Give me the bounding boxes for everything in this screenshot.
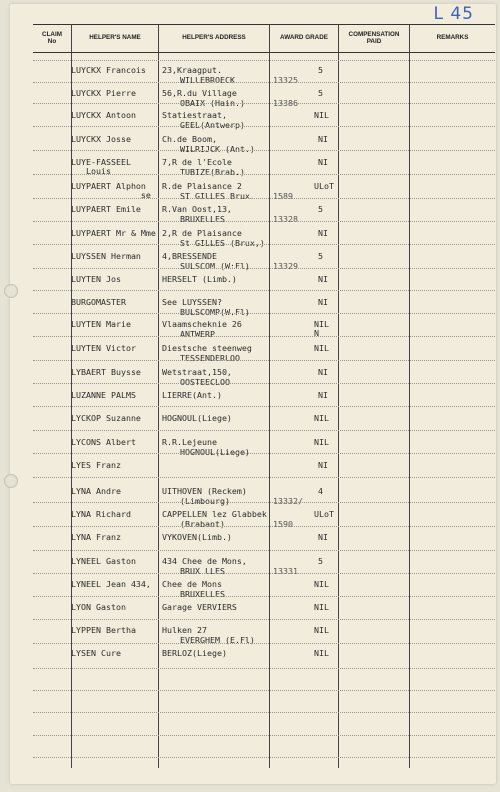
row-rule: [33, 573, 495, 574]
row-rule: [33, 712, 495, 713]
helper-name: LYCONS Albert: [71, 437, 136, 447]
helper-address-line1: 56,R.du Village: [162, 88, 237, 98]
helper-address-line2: St GILLES (Brux,): [180, 238, 265, 248]
helper-name: LUYTEN Jos: [71, 274, 121, 284]
helper-address-line2: (Brabant): [180, 519, 225, 529]
award-grade: NIL: [314, 110, 329, 120]
helper-address-line1: HOGNOUL(Liege): [162, 413, 232, 423]
helper-address-line1: See LUYSSEN?: [162, 297, 222, 307]
row-rule: [33, 690, 495, 691]
row-rule: [33, 668, 495, 669]
award-grade: NI: [318, 228, 328, 238]
header-helper-name: HELPER'S NAME: [89, 34, 141, 41]
helper-name: LYNA Andre: [71, 486, 121, 496]
award-number: 13331: [273, 566, 298, 576]
award-number: 13325: [273, 75, 298, 85]
row-rule: [33, 757, 495, 758]
award-grade: ULoT: [314, 181, 334, 191]
row-rule: [33, 735, 495, 736]
helper-name: LYPPEN Bertha: [71, 625, 136, 635]
helper-address-line2: OOSTEECLOO: [180, 377, 230, 387]
award-grade: 5: [318, 204, 323, 214]
row-rule: [33, 290, 495, 291]
award-grade: NI: [318, 157, 328, 167]
helper-address-line2: WILRIJCK (Ant.): [180, 144, 255, 154]
helper-address-line1: R.Van Oost,13,: [162, 204, 232, 214]
helper-name: LUYCKX Antoon: [71, 110, 136, 120]
row-rule: [33, 244, 495, 245]
helper-name: LYON Gaston: [71, 602, 126, 612]
helper-address-line2: TESSENDERLOO: [180, 353, 240, 363]
helper-address-line2: HOGNOUL(Liege): [180, 447, 250, 457]
helper-name: LYNA Richard: [71, 509, 131, 519]
helper-name: LUYPAERT Emile: [71, 204, 141, 214]
helper-address-line1: Ch.de Boom,: [162, 134, 217, 144]
row-rule: [33, 268, 495, 269]
column-divider: [338, 24, 339, 768]
helper-address-line2: OBAIX (Hain.): [180, 98, 245, 108]
helper-name: LUYTEN Marie: [71, 319, 131, 329]
helper-address-line1: VYKOVEN(Limb.): [162, 532, 232, 542]
helper-name: BURGOMASTER: [71, 297, 126, 307]
row-rule: [33, 82, 495, 83]
helper-address-line1: Hulken 27: [162, 625, 207, 635]
helper-name: LUYCKX Francois: [71, 65, 146, 75]
helper-address-line1: R.de Plaisance 2: [162, 181, 242, 191]
helper-name: LYES Franz: [71, 460, 121, 470]
helper-address-line1: Vlaamscheknie 26: [162, 319, 242, 329]
column-divider: [409, 24, 410, 768]
helper-address-line1: HERSELT (Limb.): [162, 274, 237, 284]
row-rule: [33, 198, 495, 199]
row-rule: [33, 126, 495, 127]
award-grade: NIL N: [314, 319, 329, 338]
helper-address-line1: R.R.Lejeune: [162, 437, 217, 447]
row-rule: [33, 619, 495, 620]
helper-name: LYBAERT Buysse: [71, 367, 141, 377]
row-rule: [33, 174, 495, 175]
row-rule: [33, 221, 495, 222]
helper-name: LUYE-FASSEEL Louis: [71, 157, 131, 176]
award-grade: NI: [318, 390, 328, 400]
award-grade: 5: [318, 556, 323, 566]
punch-hole: [4, 284, 18, 298]
award-grade: NI: [318, 460, 328, 470]
helper-name: LYNEEL Gaston: [71, 556, 136, 566]
award-grade: NI: [318, 532, 328, 542]
award-grade: NI: [318, 274, 328, 284]
column-divider: [269, 24, 270, 768]
award-number: 1589: [273, 191, 293, 201]
row-rule: [33, 430, 495, 431]
award-grade: 5: [318, 65, 323, 75]
header-helper-address: HELPER'S ADDRESS: [182, 34, 246, 41]
award-grade: NIL: [314, 602, 329, 612]
row-rule: [33, 360, 495, 361]
helper-address-line2: EVERGHEM (E.Fl): [180, 635, 255, 645]
award-grade: NIL: [314, 413, 329, 423]
row-rule: [33, 502, 495, 503]
helper-address-line1: BERLOZ(Liege): [162, 648, 227, 658]
row-rule: [33, 103, 495, 104]
helper-name: LUYCKX Josse: [71, 134, 131, 144]
helper-address-line1: Wetstraat,150,: [162, 367, 232, 377]
award-grade: ULoT: [314, 509, 334, 519]
helper-name: LUYTEN Victor: [71, 343, 136, 353]
helper-address-line1: CAPPELLEN lez Glabbek: [162, 509, 267, 519]
award-grade: NI: [318, 297, 328, 307]
row-rule: [33, 643, 495, 644]
award-grade: NI: [318, 367, 328, 377]
award-grade: NIL: [314, 343, 329, 353]
row-rule: [33, 60, 495, 61]
row-rule: [33, 336, 495, 337]
award-grade: 5: [318, 88, 323, 98]
helper-address-line1: LIERRE(Ant.): [162, 390, 222, 400]
helper-name: LYNA Franz: [71, 532, 121, 542]
award-grade: 4: [318, 486, 323, 496]
helper-name: LUYCKX Pierre: [71, 88, 136, 98]
helper-address-line2: BRUX LLES: [180, 566, 225, 576]
award-grade: NIL: [314, 648, 329, 658]
helper-address-line1: Garage VERVIERS: [162, 602, 237, 612]
award-grade: NIL: [314, 579, 329, 589]
helper-address-line1: UITHOVEN (Reckem): [162, 486, 247, 496]
helper-address-line2: BULSCOMP(W.Fl): [180, 307, 250, 317]
award-grade: NIL: [314, 437, 329, 447]
helper-address-line1: 434 Chee de Mons,: [162, 556, 247, 566]
row-rule: [33, 477, 495, 478]
award-number: 1590: [273, 519, 293, 529]
corner-note: L 45: [433, 4, 474, 24]
helper-address-line1: 7,R de l'Ecole: [162, 157, 232, 167]
helper-address-line1: 23,Kraagput.: [162, 65, 222, 75]
row-rule: [33, 526, 495, 527]
helper-name: LUYSSEN Herman: [71, 251, 141, 261]
helper-name: LUYPAERT Alphon se: [71, 181, 151, 200]
helper-address-line2: ST GILLES Brux.: [180, 191, 255, 201]
helper-address-line1: 4,BRESSENDE: [162, 251, 217, 261]
header-award-grade: AWARD GRADE: [280, 34, 328, 41]
award-number: 13329: [273, 261, 298, 271]
award-grade: 5: [318, 251, 323, 261]
header-claim-no: CLAIM No: [42, 30, 62, 45]
helper-address-line2: (Limbourg): [180, 496, 230, 506]
row-rule: [33, 150, 495, 151]
helper-address-line1: Chee de Mons: [162, 579, 222, 589]
row-rule: [33, 406, 495, 407]
helper-address-line2: BRUXELLES: [180, 214, 225, 224]
helper-address-line2: BRUXELLES: [180, 589, 225, 599]
header-remarks: REMARKS: [436, 34, 469, 41]
award-grade: NI: [318, 134, 328, 144]
helper-address-line2: WILLEBROECK: [180, 75, 235, 85]
helper-address-line2: TUBIZE(Brab.): [180, 167, 245, 177]
award-number: 13328: [273, 214, 298, 224]
row-rule: [33, 550, 495, 551]
helper-address-line1: Statiestraat,: [162, 110, 227, 120]
punch-hole: [4, 474, 18, 488]
row-rule: [33, 313, 495, 314]
helper-name: LUZANNE PALMS: [71, 390, 136, 400]
helper-name: LYCKOP Suzanne: [71, 413, 141, 423]
helper-name: LYSEN Cure: [71, 648, 121, 658]
helper-address-line2: ANTWERP: [180, 329, 215, 339]
award-number: 13386: [273, 98, 298, 108]
helper-name: LUYPAERT Mr & Mme: [71, 228, 156, 238]
row-rule: [33, 453, 495, 454]
column-divider: [158, 24, 159, 768]
helper-address-line2: GEEL(Antwerp): [180, 120, 245, 130]
helper-name: LYNEEL Jean 434,: [71, 579, 151, 589]
helper-address-line2: SULSCOM (W:Fl): [180, 261, 250, 271]
award-grade: NIL: [314, 625, 329, 635]
row-rule: [33, 383, 495, 384]
row-rule: [33, 596, 495, 597]
award-number: 13332/: [273, 496, 303, 506]
helper-address-line1: Diestsche steenweg: [162, 343, 252, 353]
header-compensation-paid: COMPENSATION PAID: [348, 30, 400, 45]
helper-address-line1: 2,R de Plaisance: [162, 228, 242, 238]
